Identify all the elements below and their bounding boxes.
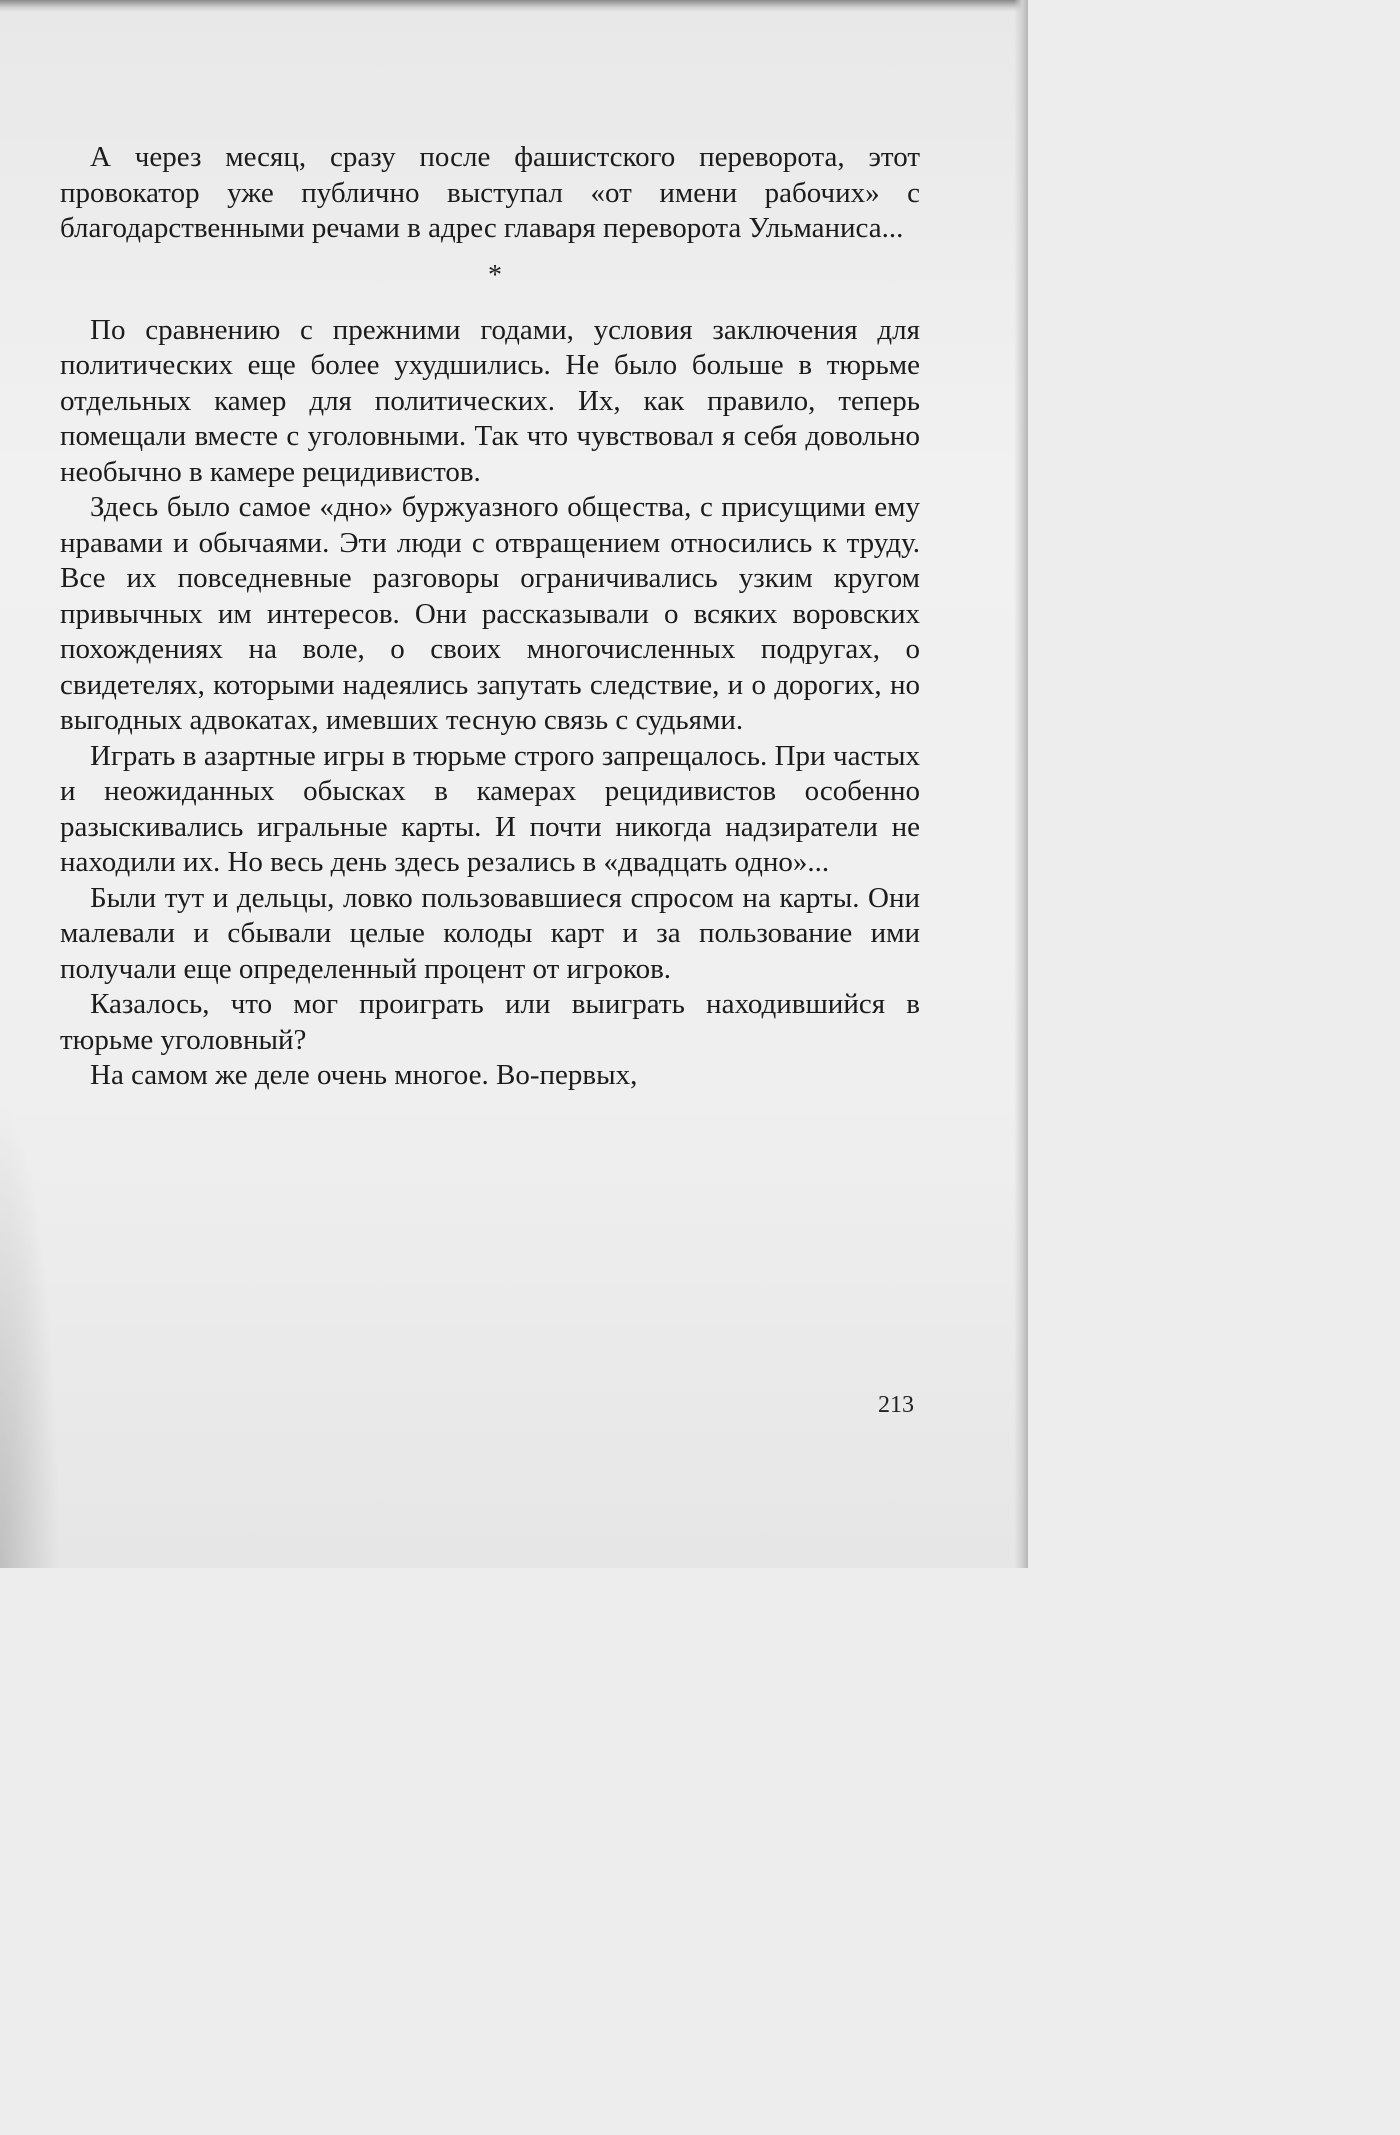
paragraph-1: По сравнению с прежними годами, условия заключения для политических еще более ухудшились. Не было больше в тюрьме отдельных камер для политических. Их, как правило, теперь помещали вместе с уголовными. Так что чувствовал я себя довольно необычно в камере рецидивистов. [60,313,920,488]
paragraph-4: Были тут и дельцы, ловко пользовавшиеся спросом на карты. Они малевали и сбывали целые колоды карт и за пользование ими получали еще определенный процент от игроков. [60,881,920,985]
page-right-edge [1014,0,1028,1568]
paragraph-6: На самом же деле очень многое. Во-первых, [90,1059,638,1091]
page-shadow [0,1100,60,1568]
paragraph-2: Здесь было самое «дно» буржуазного общества, с присущими ему нравами и обычаями. Эти люди с отвращением относились к труду. Все их повседневные разговоры ограничивались узким кругом привычных им интересов. Они рассказывали о всяких воровских похождениях на воле, о своих многочисленных подругах, о свидетелях, которыми надеялись запутать следствие, и о дорогих, но выгодных адвокатах, имевших тесную связь с судьями. [60,491,920,736]
section-separator: * [488,259,502,291]
paragraph-5: Казалось, что мог проиграть или выиграть находившийся в тюрьме уголовный? [60,988,920,1056]
page-number: 213 [878,1392,914,1418]
intro-paragraph: А через месяц, сразу после фашистского переворота, этот провокатор уже публично выступал «от имени рабочих» с благодарственными речами в адрес главаря переворота Ульманиса... [60,141,920,244]
page-text [60,140,920,1094]
paragraph-3: Играть в азартные игры в тюрьме строго запрещалось. При частых и неожиданных обысках в камерах рецидивистов особенно разыскивались игральные карты. И почти никогда надзиратели не находили их. Но весь день здесь резались в «двадцать одно»... [60,739,920,878]
page-top-edge [0,0,1028,12]
